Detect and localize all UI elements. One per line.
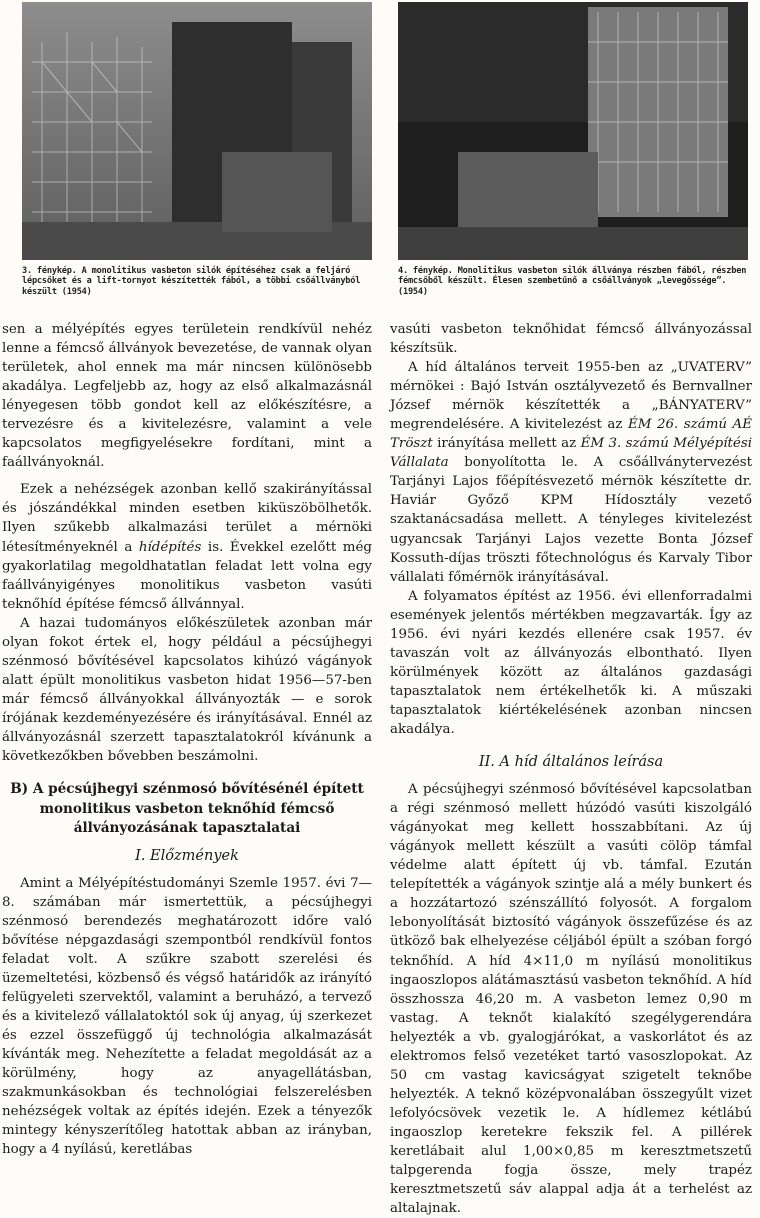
photo-4-caption: 4. fénykép. Monolitikus vasbeton silók állványa részben fából, részben fémcsőből készült. Élesen szembetűnő a csőállványok „levegőssége”. (1954) — [398, 266, 747, 297]
right-paragraph-3: A folyamatos építést az 1956. évi ellenforradalmi események jelentős mértékben megzavarták. Így az 1956. évi nyári kezdés ellenére csak 1957. év tavaszán volt az állványozás elbontható. Ilyen körülmények között az általános gazdasági tapasztalatok nem értékelhetők ki. A műszaki tapasztalatok kiértékelésének azonban nincsen akadálya. — [390, 588, 752, 737]
right-paragraph-4: A pécsújhegyi szénmosó bővítésével kapcsolatban a régi szénmosó mellett húzódó vasúti kiszolgáló vágányokat meg kellett hosszabbítani. Az új vágányok mellett készült a vasúti cölöp támfal védelme alatt épített új vb. támfal. Ezután telepítették a vágányok szintje alá a mély bunkert és a hozzátartozó szénszállító folyosót. A forgalom lebonyolítását biztosító vágányok összefűzése és az ütköző bak elhelyezése céljából épült a szóban forgó teknőhíd. A híd 4×11,0 m nyílású monolitikus ingaoszlopos alátámasztású vasbeton teknőhíd. A híd összhossza 46,20 m. A vasbeton lemez 0,90 m vastag. A teknőt kialakító szegélygerendára helyezték a vb. gyalogjárókat, a vaskorlátot és az elektromos felső vezetéket tartó vasoszlopokat. Az 50 cm vastag kavicságyat szigetelt teknőbe helyezték. A teknő középvonalában összegyűlt vizet lefolyócsövek vezetik le. A hídlemez kétlábú ingaoszlop keretekre fekszik fel. A pillérek keretlábait alul 1,00×0,85 m keresztmetszetű talpgerenda fogja össze, mely trapéz keresztmetszetű sáv alappal adja át a terhelést az altalajnak. — [390, 782, 752, 1217]
right-paragraph-1: vasúti vasbeton teknőhidat fémcső állványozással készítsük. — [390, 322, 752, 357]
section-heading-b: B) A pécsújhegyi szénmosó bővítésénél épített monolitikus vasbeton teknőhíd fémcső állványozásának tapasztalatai — [10, 781, 364, 837]
left-column — [2, 320, 372, 1159]
section-heading-i: I. Előzmények — [135, 847, 239, 864]
emphasis-em26: ÉM 26. számú AÉ Tröszt — [390, 417, 753, 452]
left-paragraph-4: Amint a Mélyépítéstudományi Szemle 1957. évi 7—8. számában már ismertettük, a pécsújhegyi szénmosó berendezés meghatározott időre való bővítése népgazdasági szempontból rendkívül fontos feladat volt. A szűkre szabott szerelési és üzemeltetési, közbenső és végső határidők az irányító felügyeleti szervektől, valamint a beruházó, a tervező és a kivitelező vállalatoktól sok új anyag, új szerkezet és ezzel összefüggő új technológia alkalmazását kívánták meg. Nehezítette a feladat megoldását az a körülmény, hogy az anyagellátásban, szakmunkásokban és technológiai felszerelésben nehézségek voltak az építés idején. Ezek a tényezők mintegy kényszerítőleg hatottak abban az irányban, hogy a 4 nyílású, keretlábas — [2, 875, 372, 1158]
right-paragraph-2: A híd általános terveit 1955-ben az „UVATERV” mérnökei : Bajó István osztályvezető és Bernvallner József mérnök készítették a „BÁNYATERV” megrendelésére. A kivitelezést az ÉM 26. számú AÉ Tröszt irányítása mellett az ÉM 3. számú Mélyépítési Vállalata bonyolította le. A csőállványtervezést Tarjányi Lajos főépítésvezető mérnök készítette dr. Haviár Győző KPM Hídosztály vezető szaktanácsadása mellett. A tényleges kivitelezést ugyancsak Tarjányi Lajos vezette Bonta József Kossuth-díjas tröszti főtechnológus és Karvaly Tibor vállalati főmérnök irányításával. — [390, 360, 753, 585]
photo-3-caption: 3. fénykép. A monolitikus vasbeton silók építéséhez csak a feljáró lépcsőket és a lift-tornyot készítették fából, a többi csőállványból készült (1954) — [22, 266, 361, 297]
photo-4-silo-scaffolding — [398, 2, 748, 260]
right-column — [390, 320, 752, 1218]
emphasis-em3: ÉM 3. számú Mélyépítési Vállalata — [390, 436, 752, 471]
left-paragraph-3: A hazai tudományos előkészületek azonban már olyan fokot értek el, hogy például a pécsújhegyi szénmosó bővítésével kapcsolatos kihúzó vágányok alatt épült monolitikus vasbeton hidat 1956—57-ben már fémcső állványokkal állványozták — e sorok írójának kezdeményezésére és irányításával. Ennél az állványozásnál szerzett tapasztalatokról kívánunk a következőkben bővebben beszámolni. — [2, 615, 372, 765]
section-heading-ii: II. A híd általános leírása — [478, 754, 664, 771]
photo-3-silo-construction — [22, 2, 372, 260]
left-paragraph-2: Ezek a nehézségek azonban kellő szakirányítással és jószándékkal minden esetben kiküszöbölhetők. Ilyen szűkebb alkalmazási terület a mérnöki létesítményeknél a hídépítés is. Évekkel ezelőtt még gyakorlatilag megoldhatatlan feladat lett volna egy faállványigényes monolitikus vasbeton vasúti teknőhíd építése fémcső állvánnyal. — [2, 482, 372, 612]
emphasis-hidepites: hídépítés — [138, 539, 202, 555]
left-paragraph-1: sen a mélyépítés egyes területein rendkívül nehéz lenne a fémcső állványok bevezetése, de vannak olyan területek, ahol ennek ma már nincsen különösebb akadálya. Legfeljebb az, hogy az első alkalmazásnál lényegesen több gondot kell az előkészítésre, a tervezésre és a kivitelezésre, valamint a vele kapcsolatos megfigyelésekre fordítani, mint a faállványoknál. — [2, 322, 372, 471]
